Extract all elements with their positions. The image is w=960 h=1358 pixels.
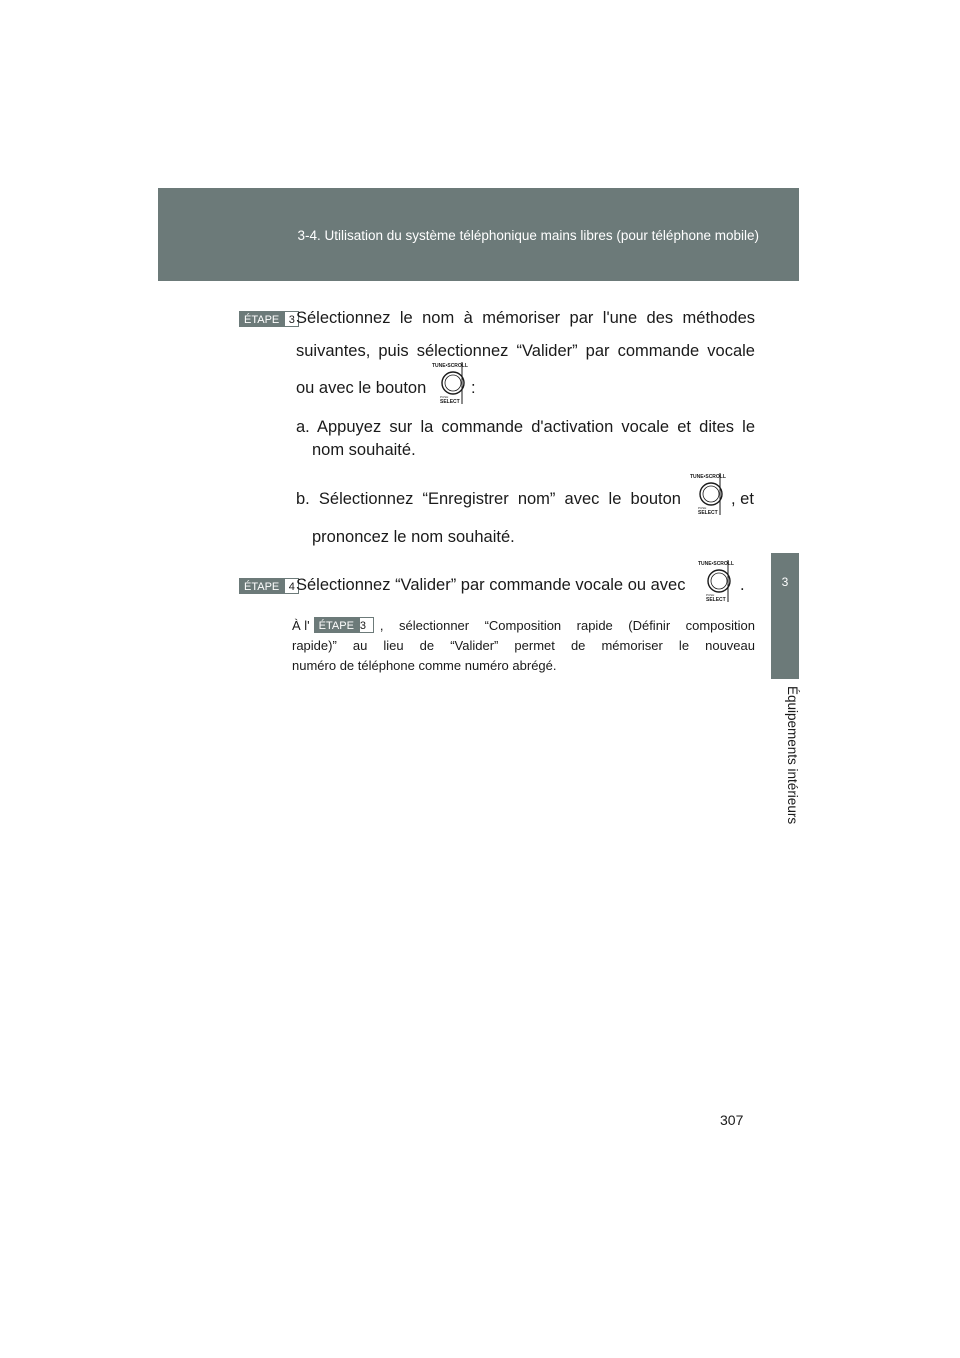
- chapter-label: Équipements intérieurs: [785, 686, 800, 825]
- knob-bottom-label: SELECT: [440, 399, 460, 405]
- step-badge-number: 3: [359, 617, 374, 633]
- step3-b-line2: prononcez le nom souhaité.: [312, 528, 515, 546]
- knob-top-label: TUNE•SCROLL: [432, 363, 468, 369]
- knob-bottom-label: SELECT: [698, 510, 718, 516]
- step3-line3-colon: :: [471, 379, 476, 397]
- step-badge-number: 4: [284, 578, 299, 594]
- note-prefix: À l': [292, 617, 310, 633]
- note-line2: rapide)” au lieu de “Valider” permet de mémoriser le nouveau: [292, 638, 755, 653]
- page-number: 307: [720, 1112, 744, 1128]
- step-badge-word: ÉTAPE: [314, 617, 359, 633]
- knob-push-label: PUSH: [706, 593, 715, 597]
- knob-push-label: PUSH: [440, 395, 449, 399]
- note-line3: numéro de téléphone comme numéro abrégé.: [292, 658, 557, 673]
- step-badge-word: ÉTAPE: [239, 578, 284, 594]
- tune-select-knob-icon: [694, 558, 740, 604]
- step-badge-word: ÉTAPE: [239, 311, 284, 327]
- step4-text: Sélectionnez “Valider” par commande vocale ou avec: [296, 576, 686, 594]
- header-band: [158, 188, 799, 281]
- step4-text-end: .: [740, 576, 745, 594]
- tune-select-knob-icon: [428, 360, 474, 406]
- step3-b-line1: b. Sélectionnez “Enregistrer nom” avec le bouton: [296, 490, 681, 508]
- knob-push-label: PUSH: [698, 506, 707, 510]
- note-line1: [292, 617, 755, 633]
- tune-select-knob-icon: [686, 471, 732, 517]
- chapter-tab: [771, 553, 799, 679]
- step4-badge: [239, 578, 299, 594]
- step3-b-line1-end: , et: [731, 490, 754, 508]
- step3-line1: Sélectionnez le nom à mémoriser par l'une des méthodes: [296, 309, 755, 327]
- step3-badge: [239, 311, 299, 327]
- section-title: 3-4. Utilisation du système téléphonique mains libres (pour téléphone mobile): [297, 228, 759, 243]
- note-step-badge: [314, 617, 374, 633]
- knob-bottom-label: SELECT: [706, 597, 726, 603]
- knob-top-label: TUNE•SCROLL: [698, 561, 734, 567]
- knob-top-label: TUNE•SCROLL: [690, 474, 726, 480]
- step3-a-line1: a. Appuyez sur la commande d'activation vocale et dites le: [296, 418, 755, 436]
- step-badge-number: 3: [284, 311, 299, 327]
- chapter-number: 3: [781, 575, 789, 589]
- step3-line3: ou avec le bouton: [296, 379, 427, 397]
- step3-line2: suivantes, puis sélectionnez “Valider” par commande vocale: [296, 342, 755, 360]
- step3-a-line2: nom souhaité.: [312, 441, 416, 459]
- note-line1-rest: , sélectionner “Composition rapide (Définir composition: [379, 617, 755, 633]
